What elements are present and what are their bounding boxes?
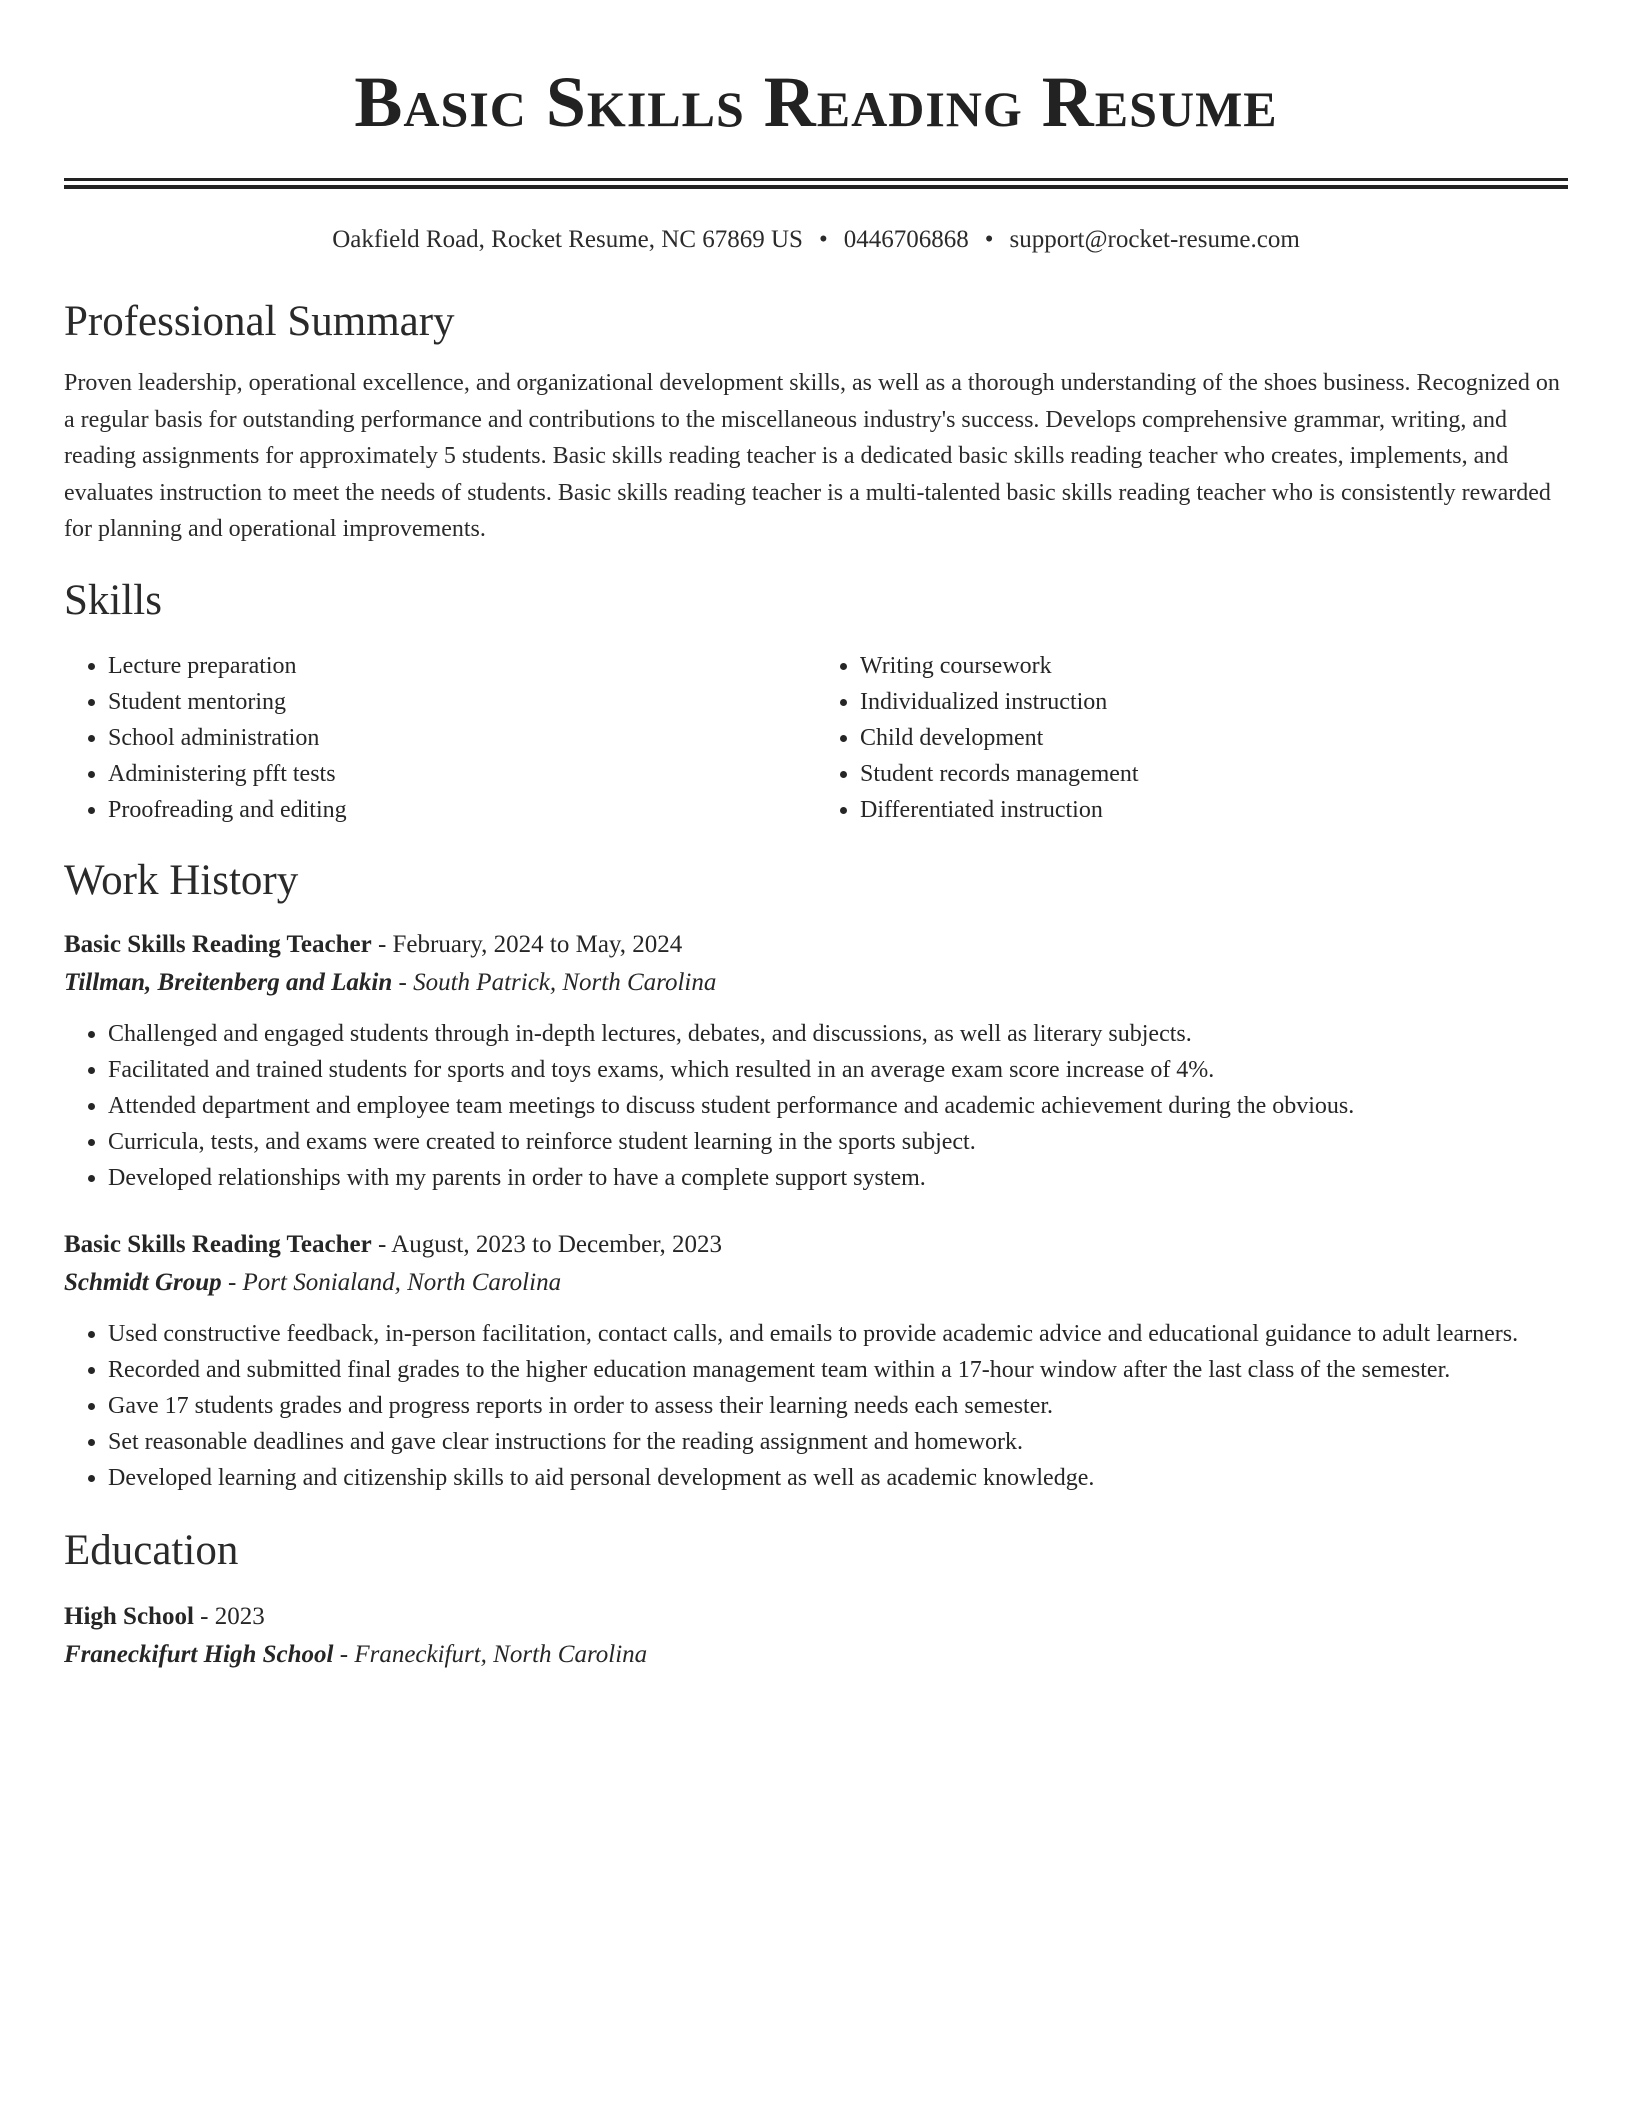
education-degree-line [64,1598,1568,1636]
job-bullet: • Used constructive feedback, in-person facilitation, contact calls, and emails to provide academic advice and educational guidance to adult learners. [108,1316,1568,1352]
summary-text: Proven leadership, operational excellence, and organizational development skills, as well as a thorough understanding of the shoes business. Recognized on a regular basis for outstanding performance and contributions to the miscellaneous industry's success. Develops comprehensive grammar, writing, and reading assignments for approximately 5 students. Basic skills reading teacher is a dedicated basic skills reading teacher who creates, implements, and evaluates instruction to meet the needs of students. Basic skills reading teacher is a multi-talented basic skills reading teacher who is consistently rewarded for planning and operational improvements. [64,370,1560,542]
job-bullet: • Curricula, tests, and exams were created to reinforce student learning in the sports subject. [108,1124,1568,1160]
contact-phone: 0446706868 [843,226,969,253]
job-title-line [64,1226,1568,1264]
skill-item: • Proofreading and editing [108,792,816,828]
job-bullet: • Gave 17 students grades and progress reports in order to assess their learning needs each semester. [108,1388,1568,1424]
education-school: Franeckifurt High School [64,1640,334,1668]
job-role: Basic Skills Reading Teacher [64,1230,372,1258]
job-role: Basic Skills Reading Teacher [64,930,372,958]
work-history-heading: Work History [64,856,299,904]
skill-item: • Individualized instruction [860,684,1568,720]
education-school-line [64,1636,1568,1674]
education-entry [64,1598,1568,1674]
job-bullets [64,1016,1568,1196]
contact-line [64,223,1568,257]
job-title-line [64,926,1568,964]
skill-item: • Child development [860,720,1568,756]
education-year: - 2023 [193,1602,265,1630]
skill-item: • Administering pfft tests [108,756,816,792]
resume-title: Basic Skills Reading Resume [354,62,1278,142]
skill-item: • Writing coursework [860,648,1568,684]
skill-item: • Student records management [860,756,1568,792]
job-bullet: • Facilitated and trained students for sports and toys exams, which resulted in an average exam score increase of 4%. [108,1052,1568,1088]
education-location: - Franeckifurt, North Carolina [333,1640,648,1668]
job-bullet: • Challenged and engaged students through in-depth lectures, debates, and discussions, as well as literary subjects. [108,1016,1568,1052]
contact-email: support@rocket-resume.com [1009,226,1300,253]
skill-item: • Student mentoring [108,684,816,720]
job-entry [64,926,1568,1196]
skills-column-left [64,648,816,828]
education-degree: High School [64,1602,194,1630]
job-bullet: • Attended department and employee team meetings to discuss student performance and academic achievement during the obvious. [108,1088,1568,1124]
header-double-rule [64,178,1568,189]
job-bullet: • Set reasonable deadlines and gave clear instructions for the reading assignment and homework. [108,1424,1568,1460]
job-employer: Tillman, Breitenberg and Lakin [64,968,393,996]
summary-heading: Professional Summary [64,298,455,345]
skill-item: • Differentiated instruction [860,792,1568,828]
skill-item: • School administration [108,720,816,756]
job-dates: - February, 2024 to May, 2024 [371,930,683,958]
job-bullet: • Developed learning and citizenship skills to aid personal development as well as academic knowledge. [108,1460,1568,1496]
skills-heading: Skills [64,576,162,624]
job-employer-line [64,964,1568,1002]
job-location: - Port Sonialand, North Carolina [221,1268,562,1296]
job-bullets [64,1316,1568,1496]
job-location: - South Patrick, North Carolina [392,968,717,996]
job-employer-line [64,1264,1568,1302]
job-entry [64,1226,1568,1496]
education-heading: Education [64,1526,239,1574]
job-bullet: • Recorded and submitted final grades to the higher education management team within a 17-hour window after the last class of the semester. [108,1352,1568,1388]
job-employer: Schmidt Group [64,1268,222,1296]
contact-separator: • [818,226,828,253]
job-dates: - August, 2023 to December, 2023 [371,1230,723,1258]
contact-address: Oakfield Road, Rocket Resume, NC 67869 US [332,226,803,253]
job-bullet: • Developed relationships with my parents in order to have a complete support system. [108,1160,1568,1196]
skill-item: • Lecture preparation [108,648,816,684]
skills-column-right [816,648,1568,828]
contact-separator: • [984,226,994,253]
skills-grid [64,648,1568,828]
